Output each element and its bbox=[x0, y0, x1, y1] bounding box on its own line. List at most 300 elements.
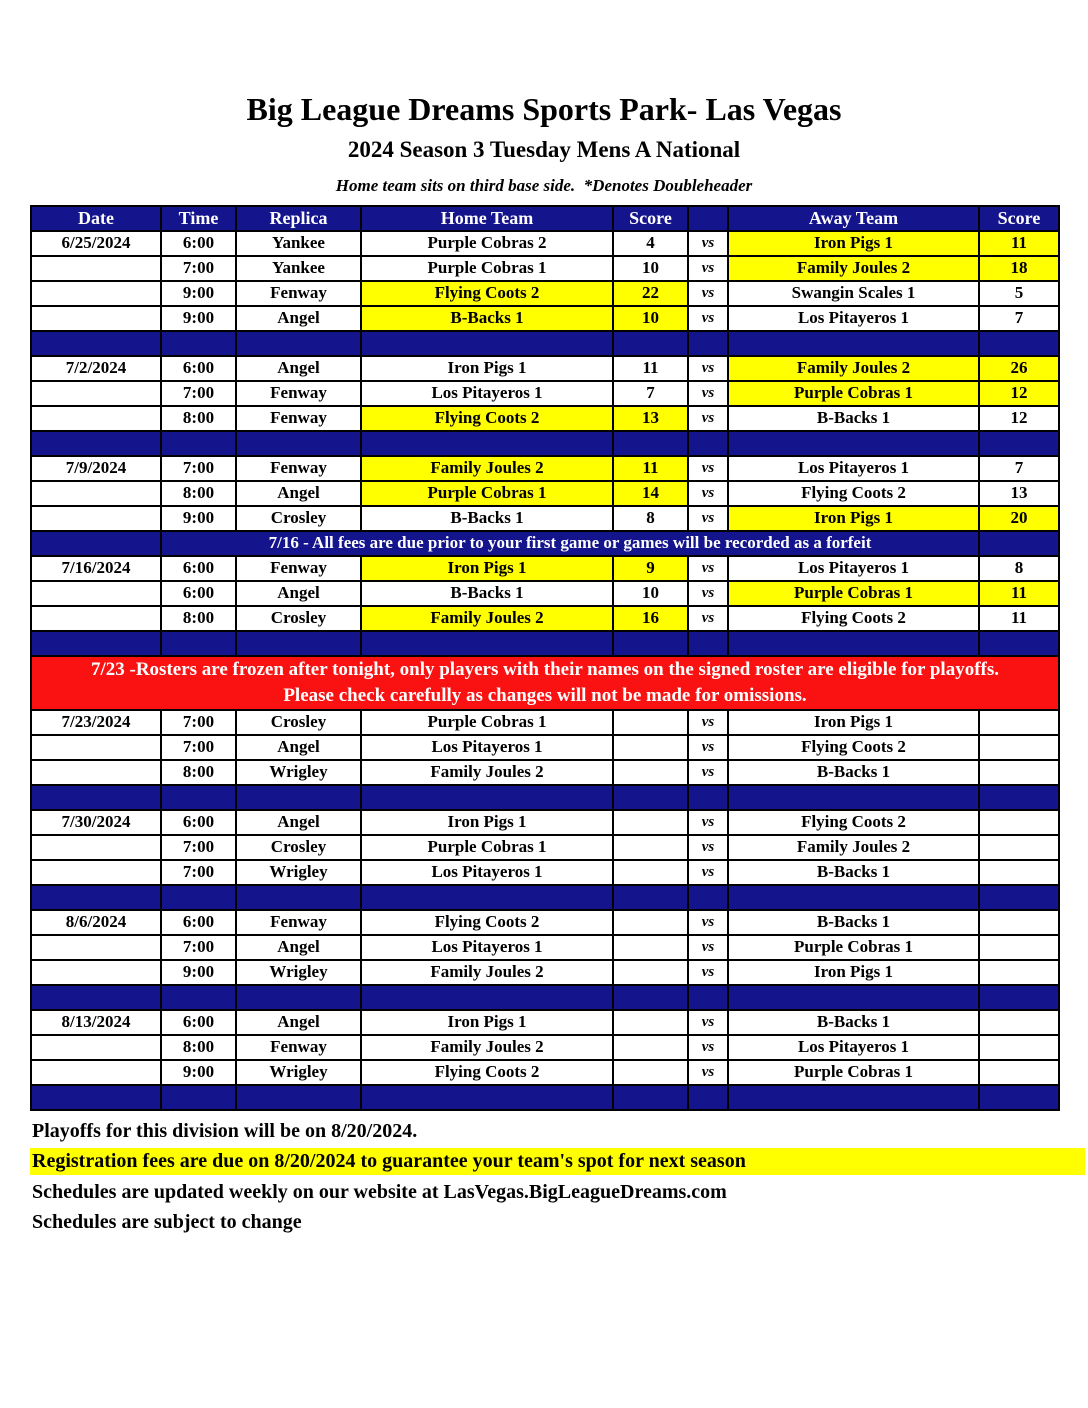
header-away-score: Score bbox=[979, 206, 1059, 231]
game-row bbox=[31, 1060, 1059, 1085]
date-cell: 7/30/2024 bbox=[31, 810, 161, 835]
game-row bbox=[31, 556, 1059, 581]
vs-label: vs bbox=[688, 835, 728, 860]
time-cell: 9:00 bbox=[161, 960, 236, 985]
date-cell bbox=[31, 481, 161, 506]
date-cell bbox=[31, 760, 161, 785]
playoffs-note: Playoffs for this division will be on 8/20/2024. bbox=[32, 1119, 418, 1142]
separator-cell bbox=[728, 1085, 979, 1110]
date-cell bbox=[31, 860, 161, 885]
time-cell: 7:00 bbox=[161, 456, 236, 481]
separator-cell bbox=[979, 785, 1059, 810]
rosters-notice-row bbox=[31, 656, 1059, 710]
home-score-cell bbox=[613, 910, 688, 935]
time-cell: 9:00 bbox=[161, 506, 236, 531]
away-team-cell: Iron Pigs 1 bbox=[728, 710, 979, 735]
home-score-cell bbox=[613, 1010, 688, 1035]
away-team-cell: Los Pitayeros 1 bbox=[728, 556, 979, 581]
game-row bbox=[31, 860, 1059, 885]
vs-label: vs bbox=[688, 735, 728, 760]
replica-cell: Wrigley bbox=[236, 860, 361, 885]
time-cell: 6:00 bbox=[161, 1010, 236, 1035]
time-cell: 6:00 bbox=[161, 581, 236, 606]
home-score-cell bbox=[613, 810, 688, 835]
vs-label: vs bbox=[688, 456, 728, 481]
date-cell: 7/16/2024 bbox=[31, 556, 161, 581]
separator-cell bbox=[161, 885, 236, 910]
date-cell bbox=[31, 960, 161, 985]
home-score-cell bbox=[613, 1035, 688, 1060]
header-home-score: Score bbox=[613, 206, 688, 231]
separator-cell bbox=[236, 885, 361, 910]
game-row bbox=[31, 1010, 1059, 1035]
away-score-cell: 11 bbox=[979, 606, 1059, 631]
header-time: Time bbox=[161, 206, 236, 231]
header-home-team: Home Team bbox=[361, 206, 613, 231]
vs-label: vs bbox=[688, 381, 728, 406]
away-score-cell bbox=[979, 1035, 1059, 1060]
game-row bbox=[31, 960, 1059, 985]
replica-cell: Angel bbox=[236, 935, 361, 960]
separator-cell bbox=[31, 1085, 161, 1110]
separator-cell bbox=[31, 331, 161, 356]
vs-label: vs bbox=[688, 1035, 728, 1060]
home-score-cell bbox=[613, 760, 688, 785]
time-cell: 7:00 bbox=[161, 935, 236, 960]
away-score-cell: 20 bbox=[979, 506, 1059, 531]
date-cell: 7/23/2024 bbox=[31, 710, 161, 735]
replica-cell: Angel bbox=[236, 306, 361, 331]
date-cell bbox=[31, 506, 161, 531]
vs-label: vs bbox=[688, 860, 728, 885]
home-score-cell: 11 bbox=[613, 356, 688, 381]
game-row bbox=[31, 735, 1059, 760]
game-row bbox=[31, 456, 1059, 481]
vs-label: vs bbox=[688, 256, 728, 281]
replica-cell: Crosley bbox=[236, 606, 361, 631]
rosters-line1: 7/23 -Rosters are frozen after tonight, only players with their names on the signed roster are eligible for playoffs. bbox=[90, 659, 1000, 681]
away-score-cell: 5 bbox=[979, 281, 1059, 306]
home-team-cell: Los Pitayeros 1 bbox=[361, 381, 613, 406]
header-vs bbox=[688, 206, 728, 231]
away-team-cell: B-Backs 1 bbox=[728, 910, 979, 935]
time-cell: 8:00 bbox=[161, 481, 236, 506]
replica-cell: Fenway bbox=[236, 456, 361, 481]
away-score-cell bbox=[979, 1010, 1059, 1035]
game-row bbox=[31, 760, 1059, 785]
separator-row bbox=[31, 785, 1059, 810]
home-team-cell: Iron Pigs 1 bbox=[361, 556, 613, 581]
separator-cell bbox=[979, 885, 1059, 910]
away-team-cell: Los Pitayeros 1 bbox=[728, 306, 979, 331]
home-team-cell: Purple Cobras 1 bbox=[361, 710, 613, 735]
replica-cell: Yankee bbox=[236, 256, 361, 281]
replica-cell: Wrigley bbox=[236, 760, 361, 785]
away-team-cell: Purple Cobras 1 bbox=[728, 581, 979, 606]
away-score-cell bbox=[979, 910, 1059, 935]
separator-cell bbox=[613, 631, 688, 656]
away-team-cell: B-Backs 1 bbox=[728, 760, 979, 785]
vs-label: vs bbox=[688, 760, 728, 785]
home-score-cell: 13 bbox=[613, 406, 688, 431]
schedule-table bbox=[30, 205, 1060, 1111]
away-team-cell: Los Pitayeros 1 bbox=[728, 1035, 979, 1060]
separator-cell bbox=[161, 985, 236, 1010]
date-cell bbox=[31, 835, 161, 860]
separator-cell bbox=[31, 985, 161, 1010]
separator-cell bbox=[161, 631, 236, 656]
date-cell: 8/13/2024 bbox=[31, 1010, 161, 1035]
game-row bbox=[31, 1035, 1059, 1060]
time-cell: 6:00 bbox=[161, 810, 236, 835]
home-team-cell: Los Pitayeros 1 bbox=[361, 735, 613, 760]
away-score-cell: 7 bbox=[979, 306, 1059, 331]
away-team-cell: Purple Cobras 1 bbox=[728, 1060, 979, 1085]
separator-cell bbox=[728, 785, 979, 810]
vs-label: vs bbox=[688, 281, 728, 306]
vs-label: vs bbox=[688, 481, 728, 506]
game-row bbox=[31, 506, 1059, 531]
separator-cell bbox=[361, 885, 613, 910]
away-score-cell bbox=[979, 760, 1059, 785]
time-cell: 8:00 bbox=[161, 606, 236, 631]
home-score-cell bbox=[613, 735, 688, 760]
vs-label: vs bbox=[688, 1010, 728, 1035]
vs-label: vs bbox=[688, 810, 728, 835]
game-row bbox=[31, 910, 1059, 935]
separator-row bbox=[31, 331, 1059, 356]
fees-notice-text: 7/16 - All fees are due prior to your first game or games will be recorded as a forfeit bbox=[161, 531, 979, 556]
separator-cell bbox=[31, 531, 161, 556]
separator-cell bbox=[161, 331, 236, 356]
home-score-cell: 11 bbox=[613, 456, 688, 481]
date-cell bbox=[31, 735, 161, 760]
away-team-cell: Family Joules 2 bbox=[728, 835, 979, 860]
separator-cell bbox=[361, 785, 613, 810]
separator-cell bbox=[728, 431, 979, 456]
game-row bbox=[31, 356, 1059, 381]
separator-cell bbox=[613, 331, 688, 356]
away-team-cell: B-Backs 1 bbox=[728, 1010, 979, 1035]
date-cell bbox=[31, 606, 161, 631]
separator-cell bbox=[728, 631, 979, 656]
home-score-cell: 16 bbox=[613, 606, 688, 631]
vs-label: vs bbox=[688, 231, 728, 256]
replica-cell: Yankee bbox=[236, 231, 361, 256]
separator-cell bbox=[613, 785, 688, 810]
vs-label: vs bbox=[688, 556, 728, 581]
date-cell: 8/6/2024 bbox=[31, 910, 161, 935]
time-cell: 6:00 bbox=[161, 910, 236, 935]
replica-cell: Angel bbox=[236, 481, 361, 506]
away-score-cell bbox=[979, 835, 1059, 860]
away-score-cell: 11 bbox=[979, 581, 1059, 606]
time-cell: 7:00 bbox=[161, 860, 236, 885]
subject-to-change-note: Schedules are subject to change bbox=[32, 1210, 302, 1233]
separator-cell bbox=[728, 331, 979, 356]
home-team-cell: Iron Pigs 1 bbox=[361, 810, 613, 835]
separator-cell bbox=[236, 631, 361, 656]
fees-notice-row bbox=[31, 531, 1059, 556]
replica-cell: Wrigley bbox=[236, 1060, 361, 1085]
home-team-cell: Purple Cobras 1 bbox=[361, 835, 613, 860]
vs-label: vs bbox=[688, 306, 728, 331]
replica-cell: Fenway bbox=[236, 910, 361, 935]
home-score-cell: 10 bbox=[613, 256, 688, 281]
date-cell: 7/9/2024 bbox=[31, 456, 161, 481]
game-row bbox=[31, 281, 1059, 306]
vs-label: vs bbox=[688, 910, 728, 935]
game-row bbox=[31, 481, 1059, 506]
home-score-cell: 10 bbox=[613, 581, 688, 606]
date-cell bbox=[31, 581, 161, 606]
time-cell: 6:00 bbox=[161, 556, 236, 581]
replica-cell: Fenway bbox=[236, 1035, 361, 1060]
separator-cell bbox=[361, 431, 613, 456]
page-title: Big League Dreams Sports Park- Las Vegas bbox=[246, 91, 842, 127]
home-team-cell: Los Pitayeros 1 bbox=[361, 860, 613, 885]
game-row bbox=[31, 381, 1059, 406]
time-cell: 7:00 bbox=[161, 256, 236, 281]
separator-cell bbox=[361, 631, 613, 656]
replica-cell: Crosley bbox=[236, 835, 361, 860]
header-date: Date bbox=[31, 206, 161, 231]
home-score-cell: 7 bbox=[613, 381, 688, 406]
separator-row bbox=[31, 1085, 1059, 1110]
replica-cell: Angel bbox=[236, 735, 361, 760]
home-team-cell: B-Backs 1 bbox=[361, 581, 613, 606]
away-score-cell bbox=[979, 860, 1059, 885]
separator-cell bbox=[688, 785, 728, 810]
away-team-cell: Iron Pigs 1 bbox=[728, 506, 979, 531]
date-cell bbox=[31, 406, 161, 431]
replica-cell: Angel bbox=[236, 1010, 361, 1035]
home-score-cell bbox=[613, 860, 688, 885]
away-score-cell: 8 bbox=[979, 556, 1059, 581]
time-cell: 9:00 bbox=[161, 1060, 236, 1085]
vs-label: vs bbox=[688, 710, 728, 735]
replica-cell: Fenway bbox=[236, 556, 361, 581]
away-score-cell: 7 bbox=[979, 456, 1059, 481]
separator-cell bbox=[688, 885, 728, 910]
home-team-cell: Flying Coots 2 bbox=[361, 1060, 613, 1085]
separator-cell bbox=[979, 1085, 1059, 1110]
away-team-cell: B-Backs 1 bbox=[728, 406, 979, 431]
date-cell bbox=[31, 281, 161, 306]
vs-label: vs bbox=[688, 1060, 728, 1085]
time-cell: 7:00 bbox=[161, 735, 236, 760]
home-score-cell: 8 bbox=[613, 506, 688, 531]
away-score-cell bbox=[979, 810, 1059, 835]
replica-cell: Fenway bbox=[236, 281, 361, 306]
away-team-cell: Flying Coots 2 bbox=[728, 606, 979, 631]
game-row bbox=[31, 710, 1059, 735]
replica-cell: Fenway bbox=[236, 381, 361, 406]
header-row bbox=[31, 206, 1059, 231]
separator-cell bbox=[688, 331, 728, 356]
away-score-cell: 13 bbox=[979, 481, 1059, 506]
away-team-cell: Iron Pigs 1 bbox=[728, 960, 979, 985]
home-team-cell: Family Joules 2 bbox=[361, 760, 613, 785]
game-row bbox=[31, 581, 1059, 606]
replica-cell: Angel bbox=[236, 810, 361, 835]
separator-cell bbox=[31, 785, 161, 810]
time-cell: 6:00 bbox=[161, 231, 236, 256]
time-cell: 8:00 bbox=[161, 1035, 236, 1060]
away-team-cell: Family Joules 2 bbox=[728, 256, 979, 281]
away-team-cell: Purple Cobras 1 bbox=[728, 381, 979, 406]
separator-cell bbox=[236, 785, 361, 810]
separator-cell bbox=[361, 1085, 613, 1110]
separator-cell bbox=[979, 331, 1059, 356]
home-team-cell: Los Pitayeros 1 bbox=[361, 935, 613, 960]
separator-cell bbox=[161, 1085, 236, 1110]
game-row bbox=[31, 406, 1059, 431]
rosters-notice-text bbox=[31, 656, 1059, 710]
away-team-cell: Swangin Scales 1 bbox=[728, 281, 979, 306]
replica-cell: Crosley bbox=[236, 506, 361, 531]
vs-label: vs bbox=[688, 356, 728, 381]
home-score-cell: 14 bbox=[613, 481, 688, 506]
game-row bbox=[31, 256, 1059, 281]
away-score-cell: 12 bbox=[979, 406, 1059, 431]
time-cell: 9:00 bbox=[161, 306, 236, 331]
replica-cell: Crosley bbox=[236, 710, 361, 735]
time-cell: 8:00 bbox=[161, 406, 236, 431]
replica-cell: Fenway bbox=[236, 406, 361, 431]
separator-cell bbox=[613, 1085, 688, 1110]
separator-row bbox=[31, 631, 1059, 656]
separator-cell bbox=[613, 985, 688, 1010]
separator-cell bbox=[979, 985, 1059, 1010]
away-team-cell: Family Joules 2 bbox=[728, 356, 979, 381]
home-score-cell: 10 bbox=[613, 306, 688, 331]
away-score-cell bbox=[979, 960, 1059, 985]
separator-cell bbox=[31, 885, 161, 910]
home-team-cell: Iron Pigs 1 bbox=[361, 1010, 613, 1035]
home-team-cell: Flying Coots 2 bbox=[361, 910, 613, 935]
vs-label: vs bbox=[688, 581, 728, 606]
registration-note: Registration fees are due on 8/20/2024 to guarantee your team's spot for next season bbox=[30, 1148, 1085, 1175]
replica-cell: Angel bbox=[236, 581, 361, 606]
home-team-cell: Purple Cobras 2 bbox=[361, 231, 613, 256]
time-cell: 6:00 bbox=[161, 356, 236, 381]
separator-cell bbox=[979, 531, 1059, 556]
time-cell: 7:00 bbox=[161, 381, 236, 406]
header-replica: Replica bbox=[236, 206, 361, 231]
separator-cell bbox=[361, 331, 613, 356]
game-row bbox=[31, 231, 1059, 256]
away-score-cell bbox=[979, 935, 1059, 960]
separator-cell bbox=[31, 631, 161, 656]
separator-cell bbox=[361, 985, 613, 1010]
separator-cell bbox=[236, 985, 361, 1010]
date-cell bbox=[31, 1035, 161, 1060]
away-team-cell: Purple Cobras 1 bbox=[728, 935, 979, 960]
separator-cell bbox=[613, 431, 688, 456]
date-cell: 6/25/2024 bbox=[31, 231, 161, 256]
away-score-cell bbox=[979, 710, 1059, 735]
away-team-cell: B-Backs 1 bbox=[728, 860, 979, 885]
separator-cell bbox=[688, 431, 728, 456]
home-score-cell bbox=[613, 935, 688, 960]
home-team-cell: B-Backs 1 bbox=[361, 306, 613, 331]
separator-cell bbox=[728, 985, 979, 1010]
away-team-cell: Los Pitayeros 1 bbox=[728, 456, 979, 481]
home-score-cell bbox=[613, 710, 688, 735]
replica-cell: Angel bbox=[236, 356, 361, 381]
rosters-line2: Please check carefully as changes will not be made for omissions. bbox=[283, 684, 807, 706]
away-score-cell bbox=[979, 1060, 1059, 1085]
date-cell bbox=[31, 381, 161, 406]
separator-cell bbox=[161, 431, 236, 456]
away-team-cell: Flying Coots 2 bbox=[728, 481, 979, 506]
time-cell: 7:00 bbox=[161, 710, 236, 735]
home-team-cell: Family Joules 2 bbox=[361, 606, 613, 631]
separator-cell bbox=[236, 431, 361, 456]
separator-cell bbox=[728, 885, 979, 910]
home-team-cell: Flying Coots 2 bbox=[361, 406, 613, 431]
away-score-cell: 26 bbox=[979, 356, 1059, 381]
vs-label: vs bbox=[688, 506, 728, 531]
home-score-cell bbox=[613, 960, 688, 985]
separator-row bbox=[31, 985, 1059, 1010]
game-row bbox=[31, 606, 1059, 631]
page-subtitle: 2024 Season 3 Tuesday Mens A National bbox=[347, 137, 741, 163]
away-team-cell: Flying Coots 2 bbox=[728, 735, 979, 760]
home-score-cell bbox=[613, 1060, 688, 1085]
home-team-cell: B-Backs 1 bbox=[361, 506, 613, 531]
home-team-cell: Flying Coots 2 bbox=[361, 281, 613, 306]
header-away-team: Away Team bbox=[728, 206, 979, 231]
replica-cell: Wrigley bbox=[236, 960, 361, 985]
away-score-cell: 12 bbox=[979, 381, 1059, 406]
separator-cell bbox=[236, 1085, 361, 1110]
date-cell bbox=[31, 256, 161, 281]
away-team-cell: Iron Pigs 1 bbox=[728, 231, 979, 256]
away-score-cell: 18 bbox=[979, 256, 1059, 281]
home-team-cell: Family Joules 2 bbox=[361, 960, 613, 985]
separator-cell bbox=[613, 885, 688, 910]
home-team-cell: Family Joules 2 bbox=[361, 456, 613, 481]
separator-cell bbox=[979, 431, 1059, 456]
vs-label: vs bbox=[688, 606, 728, 631]
separator-row bbox=[31, 431, 1059, 456]
home-score-cell: 4 bbox=[613, 231, 688, 256]
separator-cell bbox=[688, 985, 728, 1010]
separator-cell bbox=[688, 1085, 728, 1110]
home-team-cell: Family Joules 2 bbox=[361, 1035, 613, 1060]
game-row bbox=[31, 810, 1059, 835]
away-score-cell bbox=[979, 735, 1059, 760]
home-team-cell: Purple Cobras 1 bbox=[361, 481, 613, 506]
away-score-cell: 11 bbox=[979, 231, 1059, 256]
vs-label: vs bbox=[688, 406, 728, 431]
website-note: Schedules are updated weekly on our website at LasVegas.BigLeagueDreams.com bbox=[32, 1180, 727, 1203]
separator-cell bbox=[161, 785, 236, 810]
separator-row bbox=[31, 885, 1059, 910]
vs-label: vs bbox=[688, 935, 728, 960]
time-cell: 9:00 bbox=[161, 281, 236, 306]
time-cell: 8:00 bbox=[161, 760, 236, 785]
date-cell: 7/2/2024 bbox=[31, 356, 161, 381]
footer bbox=[0, 1118, 1088, 1236]
separator-cell bbox=[236, 331, 361, 356]
home-score-cell bbox=[613, 835, 688, 860]
home-team-cell: Purple Cobras 1 bbox=[361, 256, 613, 281]
game-row bbox=[31, 935, 1059, 960]
date-cell bbox=[31, 935, 161, 960]
